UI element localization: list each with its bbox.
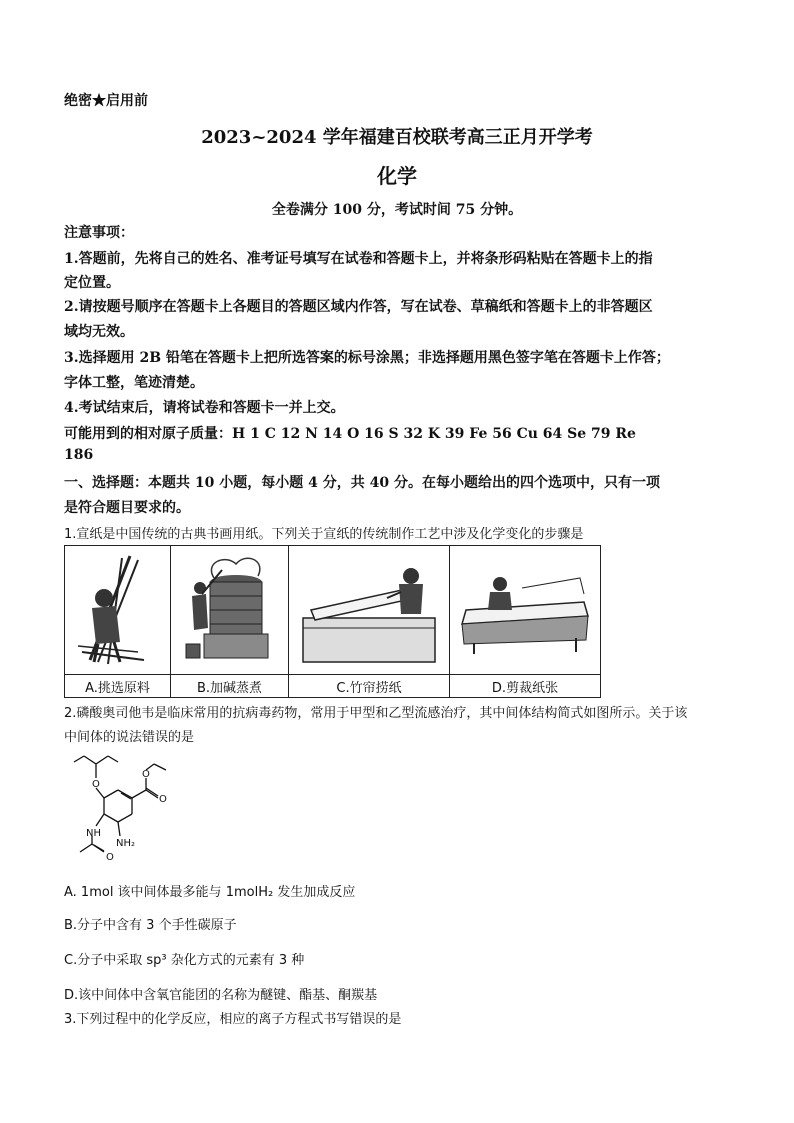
q1-option-d: D.剪裁纸张 bbox=[450, 675, 601, 698]
q1-image-d bbox=[450, 546, 601, 675]
exam-title: 2023~2024 学年福建百校联考高三正月开学考 bbox=[201, 127, 593, 148]
mol-label-o4: O bbox=[106, 852, 114, 863]
note-3-line2: 字体工整，笔迹清楚。 bbox=[64, 375, 204, 391]
mol-label-nh2: NH₂ bbox=[116, 838, 136, 849]
atomic-masses-line1: 可能用到的相对原子质量：H 1 C 12 N 14 O 16 S 32 K 39 Fe 56 Cu 64 Se 79 Re bbox=[64, 426, 636, 442]
alkali-boiling-illustration bbox=[174, 548, 286, 668]
mol-label-o2: O bbox=[142, 769, 150, 780]
secret-mark: 绝密★启用前 bbox=[64, 93, 148, 109]
note-4: 4.考试结束后，请将试卷和答题卡一并上交。 bbox=[64, 400, 345, 416]
q1-option-a: A.挑选原料 bbox=[65, 675, 171, 698]
note-1-line2: 定位置。 bbox=[64, 275, 120, 291]
bamboo-screen-illustration bbox=[291, 548, 447, 668]
selecting-material-illustration bbox=[68, 548, 168, 668]
note-2-line2: 域均无效。 bbox=[64, 324, 134, 340]
q2-stem-line1: 2.磷酸奥司他韦是临床常用的抗病毒药物，常用于甲型和乙型流感治疗，其中间体结构简式如图所示。关于该 bbox=[64, 706, 688, 721]
q2-option-b: B.分子中含有 3 个手性碳原子 bbox=[64, 918, 237, 933]
section1-line2: 是符合题目要求的。 bbox=[64, 500, 190, 516]
cutting-paper-illustration bbox=[452, 548, 598, 668]
note-1-line1: 1.答题前，先将自己的姓名、准考证号填写在试卷和答题卡上，并将条形码粘贴在答题卡上的指 bbox=[64, 251, 653, 267]
score-time: 全卷满分 100 分，考试时间 75 分钟。 bbox=[271, 202, 523, 218]
q2-option-c: C.分子中采取 sp³ 杂化方式的元素有 3 种 bbox=[64, 953, 305, 968]
q1-image-a bbox=[65, 546, 171, 675]
q3-stem: 3.下列过程中的化学反应，相应的离子方程式书写错误的是 bbox=[64, 1012, 402, 1027]
note-3-line1: 3.选择题用 2B 铅笔在答题卡上把所选答案的标号涂黑；非选择题用黑色签字笔在答题卡上作答； bbox=[64, 350, 670, 366]
notes-heading: 注意事项： bbox=[64, 225, 134, 241]
mol-label-o1: O bbox=[92, 779, 100, 790]
q1-figure-table bbox=[64, 545, 601, 698]
q1-option-c: C.竹帘捞纸 bbox=[289, 675, 450, 698]
q2-stem-line2: 中间体的说法错误的是 bbox=[64, 730, 195, 745]
q1-image-c bbox=[289, 546, 450, 675]
atomic-masses-line2: 186 bbox=[64, 447, 94, 463]
q1-image-b bbox=[171, 546, 289, 675]
mol-label-nh: NH bbox=[86, 828, 101, 839]
note-2-line1: 2.请按题号顺序在答题卡上各题目的答题区域内作答，写在试卷、草稿纸和答题卡上的非答题区 bbox=[64, 299, 653, 315]
q1-stem: 1.宣纸是中国传统的古典书画用纸。下列关于宣纸的传统制作工艺中涉及化学变化的步骤是 bbox=[64, 527, 584, 542]
intermediate-structure-diagram bbox=[66, 752, 186, 864]
q1-option-b: B.加碱蒸煮 bbox=[171, 675, 289, 698]
subject-title: 化学 bbox=[377, 164, 417, 188]
mol-label-o3: O bbox=[159, 794, 167, 805]
q2-option-d: D.该中间体中含氧官能团的名称为醚键、酯基、酮羰基 bbox=[64, 988, 378, 1003]
q2-option-a: A. 1mol 该中间体最多能与 1molH₂ 发生加成反应 bbox=[64, 885, 356, 900]
section1-line1: 一、选择题：本题共 10 小题，每小题 4 分，共 40 分。在每小题给出的四个选项中，只有一项 bbox=[64, 475, 660, 491]
